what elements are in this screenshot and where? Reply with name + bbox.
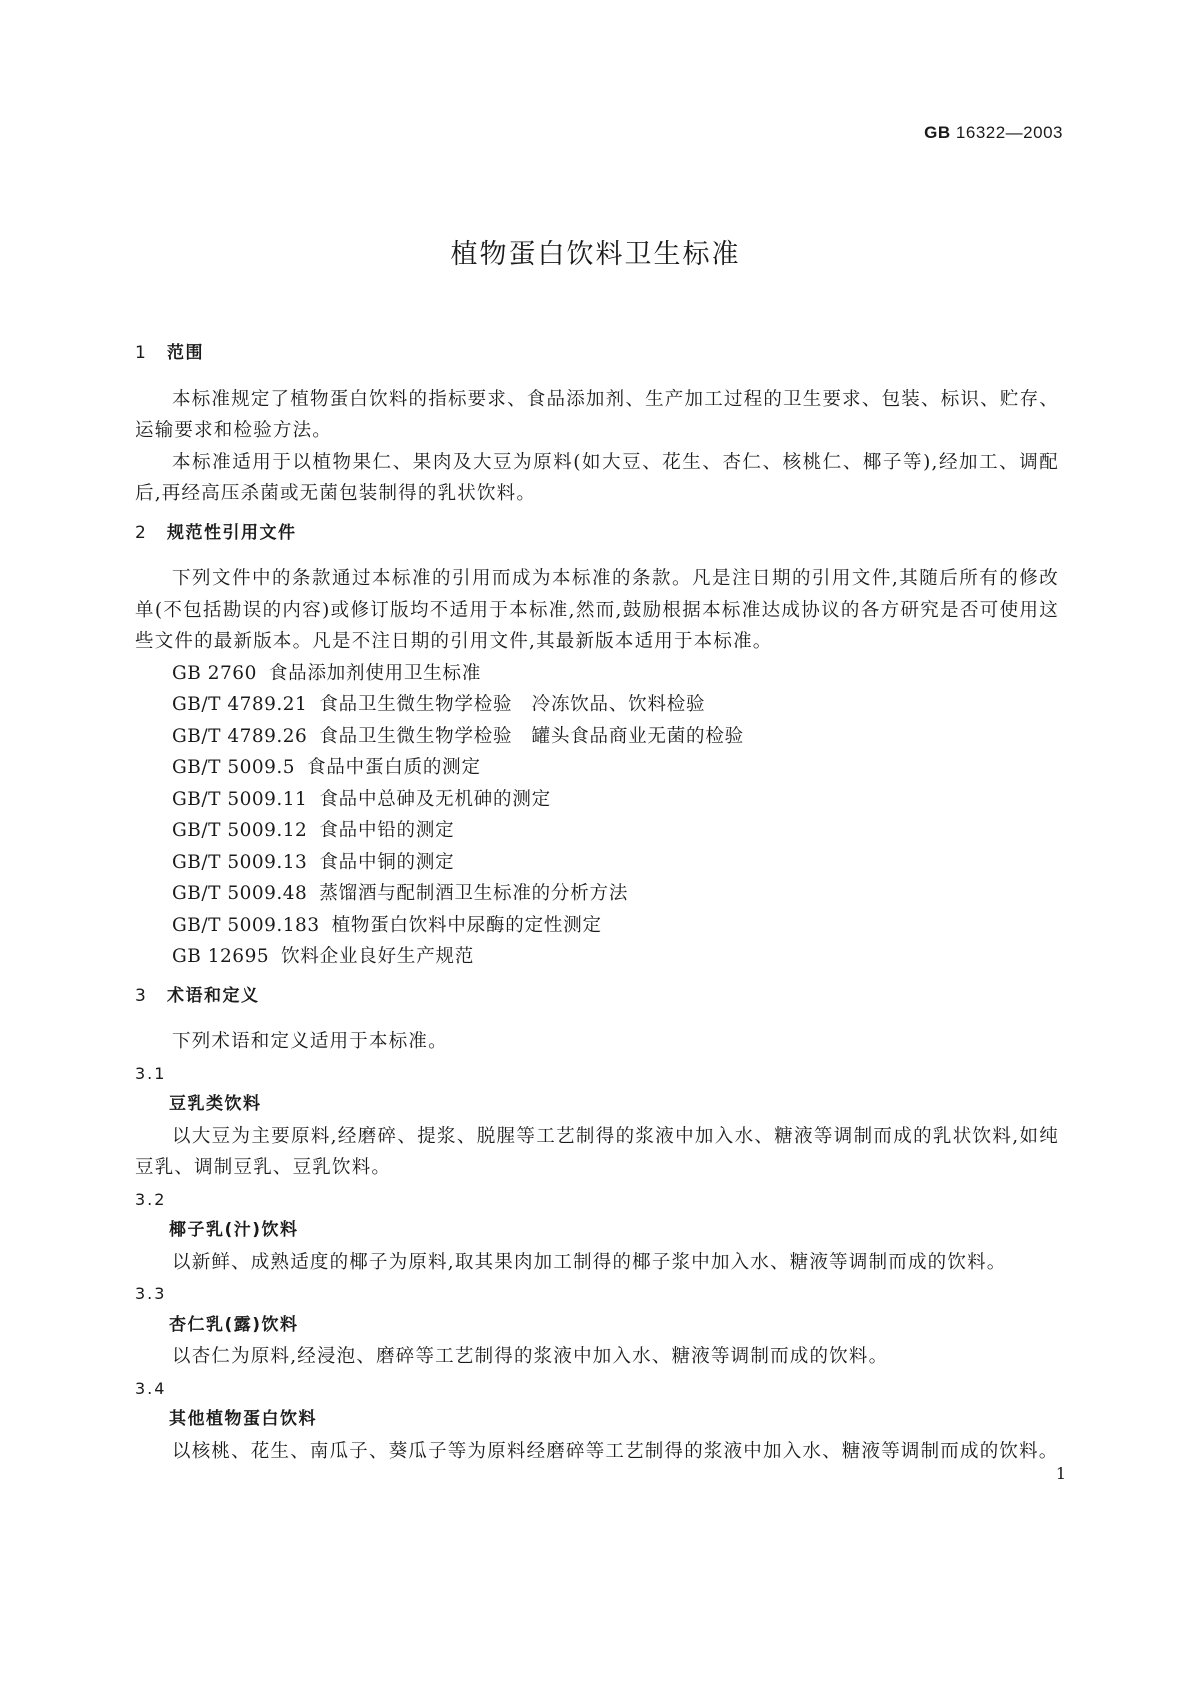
term-name: 其他植物蛋白饮料	[169, 1409, 317, 1429]
term-entry	[135, 1278, 1059, 1373]
reference-item: GB/T 5009.5 食品中蛋白质的测定	[172, 757, 481, 778]
term-number: 3.4	[135, 1378, 167, 1398]
reference-item: GB 2760 食品添加剂使用卫生标准	[172, 662, 482, 684]
scope-paragraph-2: 本标准适用于以植物果仁、果肉及大豆为原料(如大豆、花生、杏仁、核桃仁、椰子等),经加工、调配后,再经高压杀菌或无菌包装制得的乳状饮料。	[135, 451, 1059, 504]
term-definition: 以大豆为主要原料,经磨碎、提浆、脱腥等工艺制得的浆液中加入水、糖液等调制而成的乳状饮料,如纯豆乳、调制豆乳、豆乳饮料。	[135, 1125, 1059, 1178]
reference-list	[135, 658, 1059, 973]
term-definition: 以杏仁为原料,经浸泡、磨碎等工艺制得的浆液中加入水、糖液等调制而成的饮料。	[172, 1346, 889, 1367]
term-number: 3.1	[135, 1063, 167, 1083]
reference-item: GB/T 5009.183 植物蛋白饮料中尿酶的定性测定	[172, 914, 602, 936]
term-definition: 以核桃、花生、南瓜子、葵瓜子等为原料经磨碎等工艺制得的浆液中加入水、糖液等调制而成的饮料。	[172, 1440, 1059, 1462]
term-entry	[135, 1373, 1059, 1468]
document-title: 植物蛋白饮料卫生标准	[450, 239, 741, 270]
terms-intro: 下列术语和定义适用于本标准。	[172, 1031, 448, 1052]
document-body	[135, 338, 1059, 1467]
term-number: 3.3	[135, 1284, 167, 1303]
reference-item: GB 12695 饮料企业良好生产规范	[172, 946, 475, 967]
section-heading-terms-definitions: 3 术语和定义	[135, 985, 260, 1006]
term-name: 豆乳类饮料	[169, 1094, 262, 1114]
term-number: 3.2	[135, 1189, 167, 1209]
standard-number	[924, 123, 1063, 143]
reference-item: GB/T 4789.21 食品卫生微生物学检验 冷冻饮品、饮料检验	[172, 694, 706, 715]
term-definition: 以新鲜、成熟适度的椰子为原料,取其果肉加工制得的椰子浆中加入水、糖液等调制而成的饮料。	[172, 1251, 1007, 1273]
term-entry	[135, 1184, 1059, 1279]
scope-paragraph-1: 本标准规定了植物蛋白饮料的指标要求、食品添加剂、生产加工过程的卫生要求、包装、标识、贮存、运输要求和检验方法。	[135, 388, 1059, 441]
term-name: 杏仁乳(露)饮料	[169, 1314, 299, 1335]
reference-item: GB/T 4789.26 食品卫生微生物学检验 罐头食品商业无菌的检验	[172, 725, 744, 747]
section-heading-scope: 1 范围	[135, 343, 204, 363]
reference-item: GB/T 5009.13 食品中铜的测定	[172, 851, 455, 873]
page-number: 1	[1055, 1464, 1066, 1483]
standard-prefix: GB	[924, 123, 951, 142]
references-paragraph: 下列文件中的条款通过本标准的引用而成为本标准的条款。凡是注日期的引用文件,其随后所有的修改单(不包括勘误的内容)或修订版均不适用于本标准,然而,鼓励根据本标准达成协议的各方研究是否可使用这些文件的最新版本。凡是不注日期的引用文件,其最新版本适用于本标准。	[135, 568, 1059, 652]
reference-item: GB/T 5009.11 食品中总砷及无机砷的测定	[172, 788, 551, 810]
term-entry	[135, 1058, 1059, 1184]
standard-code: 16322—2003	[955, 123, 1063, 142]
reference-item: GB/T 5009.12 食品中铅的测定	[172, 820, 455, 841]
term-name: 椰子乳(汁)饮料	[169, 1220, 299, 1240]
section-heading-normative-references: 2 规范性引用文件	[135, 522, 297, 543]
reference-item: GB/T 5009.48 蒸馏酒与配制酒卫生标准的分析方法	[172, 883, 629, 904]
